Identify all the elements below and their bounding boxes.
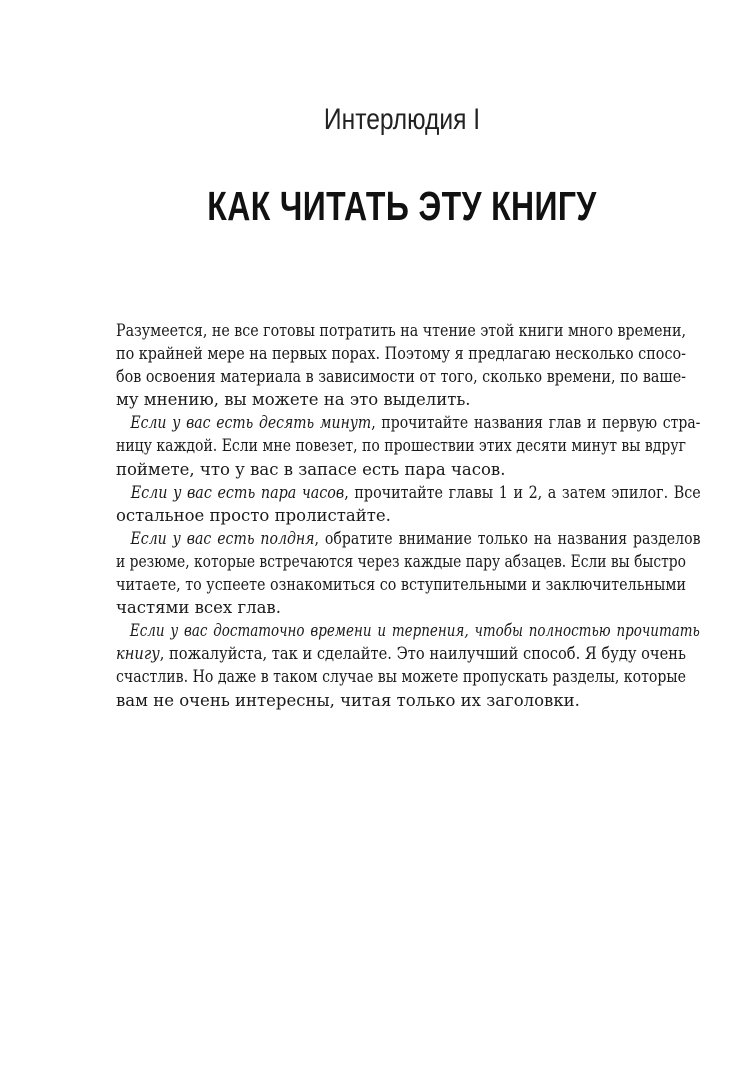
text-line (116, 689, 686, 712)
line-text: Разумеется, не все готовы потратить на чтение этой книги много времени, (116, 321, 686, 340)
paragraph (116, 411, 701, 480)
line-text: бов освоения материала в зависимости от того, сколько времени, по ваше- (116, 367, 686, 387)
text-line (116, 642, 686, 665)
text-line (116, 342, 686, 365)
text-line (116, 550, 686, 573)
paragraph (116, 319, 686, 411)
line-text: вам не очень интересны, читая только их заголовки. (116, 690, 580, 710)
text-line (116, 527, 701, 550)
line-text: , прочитайте главы 1 и 2, а затем эпилог. Все (344, 482, 701, 502)
interlude-label: Интерлюдия I (323, 103, 481, 136)
paragraph (116, 619, 700, 711)
line-text: счастлив. Но даже в таком случае вы можете пропускать разделы, которые (116, 667, 686, 687)
line-text: остальное просто пролистайте. (116, 505, 391, 525)
chapter-title: КАК ЧИТАТЬ ЭТУ КНИГУ (207, 183, 597, 229)
italic-lead: Если у вас есть полдня (130, 528, 315, 548)
line-text: и резюме, которые встречаются через каждые пару абзацев. Если вы быстро (116, 551, 686, 571)
line-text: , прочитайте названия глав и первую стра- (371, 413, 701, 433)
text-line (116, 365, 686, 388)
line-text: поймете, что у вас в запасе есть пара часов. (116, 459, 506, 479)
text-line (116, 573, 686, 596)
paragraph (116, 481, 701, 527)
line-text: читаете, то успеете ознакомиться со вступительными и заключительными (116, 575, 686, 595)
italic-lead: Если у вас есть десять минут (130, 413, 372, 433)
text-line (116, 665, 686, 688)
italic-lead: Если у вас достаточно времени и терпения, чтобы полностью прочитать (129, 621, 700, 641)
text-line (116, 411, 700, 434)
text-line (116, 481, 701, 504)
text-line (116, 388, 686, 411)
text-line (116, 434, 686, 457)
text-line (116, 504, 686, 527)
body-text (116, 319, 701, 712)
line-text: ницу каждой. Если мне повезет, по прошествии этих десяти минут вы вдруг (116, 436, 686, 456)
line-text: му мнению, вы можете на это выделить. (116, 390, 471, 410)
text-line (116, 619, 700, 642)
text-line (116, 458, 686, 481)
line-text: , пожалуйста, так и сделайте. Это наилучший способ. Я буду очень (159, 644, 686, 664)
italic-lead: Если у вас есть пара часов (130, 482, 345, 502)
paragraph (116, 527, 701, 619)
line-text: частями всех глав. (116, 598, 281, 618)
text-line (116, 596, 686, 619)
text-line (116, 319, 686, 342)
line-text: по крайней мере на первых порах. Поэтому я предлагаю несколько спосо- (116, 344, 686, 364)
line-text: , обратите внимание только на названия разделов (314, 528, 701, 548)
italic-lead: книгу (116, 644, 160, 664)
